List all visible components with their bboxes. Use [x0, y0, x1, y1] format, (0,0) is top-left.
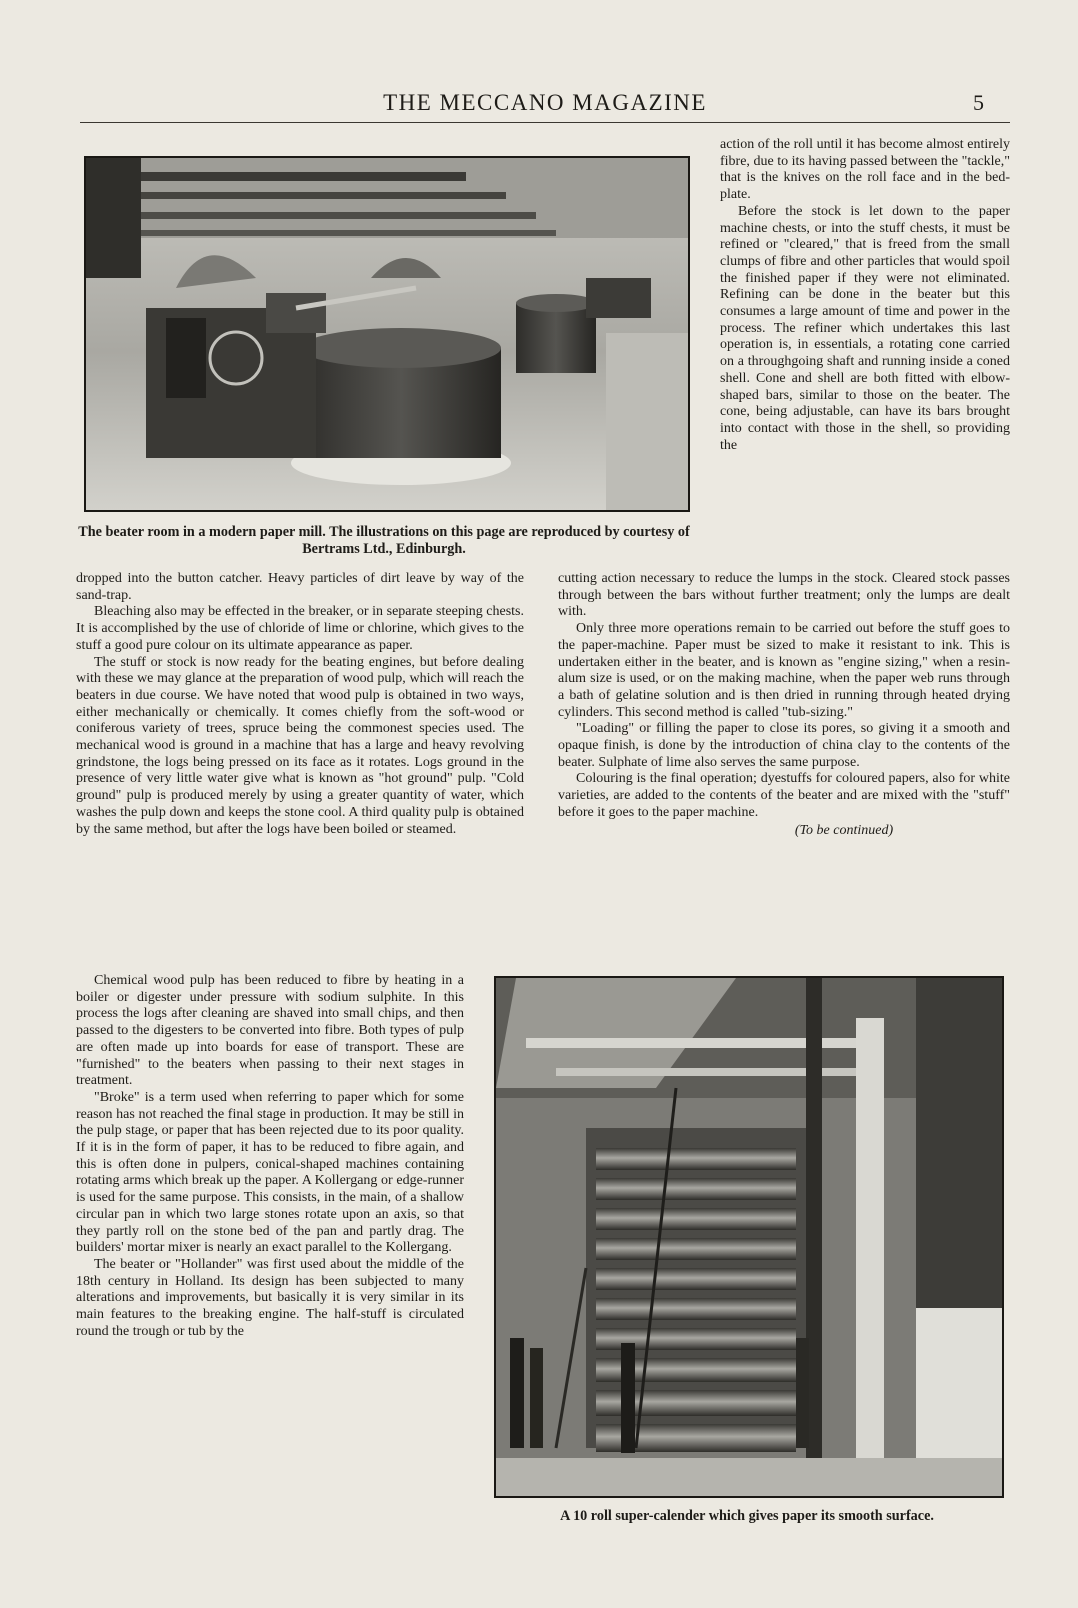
beater-room-photo [84, 156, 690, 512]
super-calender-photo [494, 976, 1004, 1498]
left-column-bottom [76, 973, 464, 1340]
super-calender-caption: A 10 roll super-calender which gives paper its smooth surface. [560, 1508, 934, 1524]
article-paragraph: Bleaching also may be effected in the breaker, or in separate steeping chests. It is accomplished by the use of chloride of lime or chlorine, which gives to the stuff a good pure colour on its ultimate appearance as paper. [76, 604, 524, 653]
left-column-top [76, 571, 524, 838]
right-column-top [720, 137, 1010, 454]
page-number: 5 [973, 90, 984, 115]
article-paragraph: "Broke" is a term used when referring to paper which for some reason has not reached the final stage in production. It may be still in the pulp stage, or paper that has been rejected due to its poor quality. If it is in the form of paper, it has to be reduced to fibre again, and this is often done in pulpers, conical-shaped machines containing rotating arms which break up the paper. A Kollergang or edge-runner is used for the same purpose. This consists, in the main, of a shallow circular pan in which two large stones rotate upon an axis, so that they partly roll on the stone bed of the pan and partly drag. The builders' mortar mixer is nearly an exact parallel to the Kollergang. [76, 1089, 464, 1256]
article-paragraph: Chemical wood pulp has been reduced to fibre by heating in a boiler or digester under pressure with sodium sulphite. In this process the logs after cleaning are shaved into small chips, and then passed to the digesters to be converted into fibre. Both types of pulp are often made up into boards for ease of transport. These are "furnished" to the beaters when passing to their next stages in treatment. [76, 973, 464, 1089]
right-column-middle [558, 571, 1010, 839]
article-paragraph: dropped into the button catcher. Heavy particles of dirt leave by way of the sand-trap. [76, 571, 524, 603]
article-paragraph: Only three more operations remain to be carried out before the stuff goes to the paper-machine. Paper must be sized to make it resistant to ink. This is undertaken either in the beater, and is known as "engine sizing," when a resin-alum size is used, or on the making machine, when the paper web runs through a bath of gelatine solution and is then dried in running through heated drying cylinders. This second method is called "tub-sizing." [558, 621, 1010, 720]
article-paragraph: Colouring is the final operation; dyestuffs for coloured papers, also for white varieties, are added to the contents of the beater and are mixed with the "stuff" before it goes to the paper machine. [558, 771, 1010, 820]
article-paragraph: The beater or "Hollander" was first used about the middle of the 18th century in Holland. Its design has been subjected to many alterations and improvements, but basically it is very similar in its main features to the breaking engine. The half-stuff is circulated round the trough or tub by the [76, 1256, 464, 1339]
masthead [80, 88, 1010, 123]
article-paragraph: cutting action necessary to reduce the lumps in the stock. Cleared stock passes through between the bars without further treatment; only the lumps are dealt with. [558, 571, 1010, 620]
article-paragraph: The stuff or stock is now ready for the beating engines, but before dealing with these we may glance at the preparation of wood pulp, which will reach the beaters in due course. We have noted that wood pulp is obtained in two ways, either mechanically or chemically. It comes chiefly from the soft-wood or coniferous variety of trees, spruce being the commonest species used. The mechanical wood is ground in a machine that has a large and heavy revolving grindstone, the logs being pressed on its face as it rotates. Logs ground in the presence of very little water give what is known as "hot ground" pulp. "Cold ground" pulp is produced merely by using a greater quantity of water, which washes the pulp down and keeps the stone cool. A third quality pulp is obtained by the same method, but after the logs have been boiled or steamed. [76, 654, 524, 837]
beater-room-caption: The beater room in a modern paper mill. The illustrations on this page are reproduced by courtesy of Bertrams Ltd., Edinburgh. [78, 524, 690, 557]
article-paragraph: action of the roll until it has become almost entirely fibre, due to its having passed between the "tackle," that is the knives on the roll face and in the bed-plate. [720, 137, 1010, 203]
continued-note: (To be continued) [794, 822, 894, 838]
article-paragraph: Before the stock is let down to the paper machine chests, or into the stuff chests, it must be refined or "cleared," that is freed from the small clumps of fibre and other particles that would spoil the finished paper if they were not eliminated. Refining can be done in the beater but this consumes a large amount of time and power in the process. The refiner which undertakes this last operation is, in essentials, a rotating cone carried on a throughgoing shaft and running inside a coned shell. Cone and shell are both fitted with elbow-shaped bars, similar to those on the beater. The cone, being adjustable, can have its bars brought into contact with those in the shell, so providing the [720, 203, 1010, 453]
magazine-title: THE MECCANO MAGAZINE [383, 90, 707, 115]
article-paragraph: "Loading" or filling the paper to close its pores, so giving it a smooth and opaque finish, is done by the introduction of china clay to the contents of the beater. Sulphate of lime also serves the same purpose. [558, 721, 1010, 770]
